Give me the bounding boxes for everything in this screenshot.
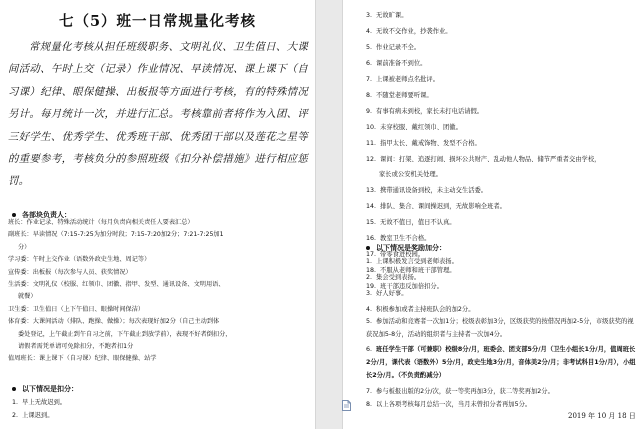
list-item: 18. 不服从老师和班干部管理。 — [366, 267, 456, 274]
list-item: 11. 指甲太长、戴戒饰物、发型不合格。 — [366, 140, 481, 147]
list-item: 1. 上课积极发言受到老师表扬。 — [366, 258, 458, 265]
bullet-icon — [12, 387, 16, 391]
responsible-line: 生活委：文明礼仪（校服、红领巾、团徽、指甲、发型、通讯设备、文明用语、 — [8, 281, 225, 289]
list-item: 13. 携带通讯设备到校，未主动交生活委。 — [366, 187, 488, 194]
list-item: 10. 未穿校服、戴红领巾、团徽。 — [366, 124, 462, 131]
document-page-left — [0, 0, 316, 429]
responsible-line: 卫生委：卫生值日（上下午值日、眼操时间保洁） — [8, 305, 145, 313]
responsible-line: 副班长：早读情况（7:15-7:25为加分时段；7:15-7:20加2分；7:21-7:25加1 — [8, 231, 224, 239]
responsible-line: 学习委：午时上交作业（语数外政史生地、周记等） — [8, 256, 151, 264]
document-title: 七（5）班一日常规量化考核 — [58, 13, 257, 30]
list-item: 2. 集会受到表扬。 — [366, 274, 421, 281]
list-item: 7. 上课被老师点名批评。 — [366, 76, 439, 83]
list-item: 6. 班任学生干部（可兼职）校级8分/月，班委会、团支部5分/月（卫生小组长1分/月，值周班长2分/月，课代表（语数外）5分/月，政史生地3分/月，音体美2分/月；非考试科目1分/月），小组长2分/月。（不负责酌减分） — [366, 346, 636, 379]
list-item: 7. 参与板报出版的2分/次，获一等奖再加3分，获二等奖再加2分。 — [366, 388, 554, 395]
document-icon[interactable] — [342, 400, 351, 411]
responsible-line: 班长：作业记录、特殊活动统计（每月负责向相关责任人要表汇总） — [8, 219, 194, 226]
list-item: 8. 以上各项考核每月总结一次，当月未曾扣分者再加5分。 — [366, 401, 532, 408]
responsible-line: 体育委：大课间活动（排队、跑操、做操）；每次表现好加2分（自己主动到体 — [8, 318, 220, 326]
list-item: 3. 好人好事。 — [366, 290, 408, 297]
list-item: 9. 有事有病未到校，家长未打电话请假。 — [366, 108, 484, 115]
responsible-line: 就餐） — [18, 293, 37, 301]
list-item: 2. 上课迟到。 — [12, 412, 54, 419]
list-item-continuation: 家长或公安机关处理。 — [379, 171, 442, 178]
list-item: 17. 带零食进校园。 — [366, 251, 425, 258]
list-item: 5. 参加活动和竞赛者一次加1分；校级表彰加3分，区级获奖的按借况再加2-5分，市级获奖的视获况加5-8分，活动的组织者与主持者一次加4分。 — [366, 318, 634, 338]
intro-paragraph: 常规量化考核从担任班级职务、文明礼仪、卫生值日、大课间活动、午时上交（记录）作业情况、早读情况、课上课下（自习课）纪律、眼保健操、出板报等方面进行考核，有的特殊情况另计。每月统计一次，并进行汇总。考核靠前者将作为入团、评三好学生、优秀学生、优秀班干部、优秀团干部以及莲花之星等的重要参考，考核负分的参照班级《扣分补偿措施》进行相应惩罚。 — [8, 41, 308, 188]
list-item: 3. 无故旷课。 — [366, 12, 408, 19]
list-item: 6. 课前准备不到位。 — [366, 60, 427, 67]
list-item: 12. 课间：打架、追逐打闹、损坏公共财产、乱动他人物品、储节严重者交由学校， — [366, 156, 601, 163]
responsible-line: 值周班长：课上课下（自习课）纪律、眼保健操、站学 — [8, 355, 157, 363]
responsible-line: 请假者需凭单请可免除扣分，不跑者扣1分 — [18, 343, 134, 351]
document-date: 2019 年 10 月 18 日 — [568, 412, 636, 420]
bullet-icon — [366, 246, 370, 250]
responsible-line: 委处登记，上午截止到午自习之前，下午截止到放学前），表现不好者倒扣分， — [18, 330, 232, 338]
list-item: 5. 作业记录不全。 — [366, 44, 421, 51]
responsibles-list — [8, 217, 308, 366]
section-responsibles-heading: 各部块负责人： — [12, 210, 71, 220]
list-item: 4. 无故不交作业，抄袭作业。 — [366, 28, 452, 35]
list-item: 4. 积极参加或者主持班队会的加2分。 — [366, 306, 475, 313]
list-item: 19. 班干部违反加倍扣分。 — [366, 283, 443, 290]
list-item: 15. 无故不值日，值日不认真。 — [366, 219, 456, 226]
section-bonus-heading: 以下情况是奖励加分： — [366, 243, 446, 253]
list-item: 8. 不随堂老师要听课。 — [366, 92, 433, 99]
section-deductions-heading: 以下情况是扣分： — [12, 384, 78, 394]
list-item: 1. 早上无故迟到。 — [12, 399, 67, 406]
responsible-line: 分） — [18, 243, 31, 251]
responsible-line: 宣传委：出板报（每次参与人员、获奖情况） — [8, 268, 132, 276]
list-item: 16. 教室卫生不合格。 — [366, 235, 431, 242]
list-item: 14. 排队、集合、课间操迟到，无故影响全班者。 — [366, 203, 506, 210]
